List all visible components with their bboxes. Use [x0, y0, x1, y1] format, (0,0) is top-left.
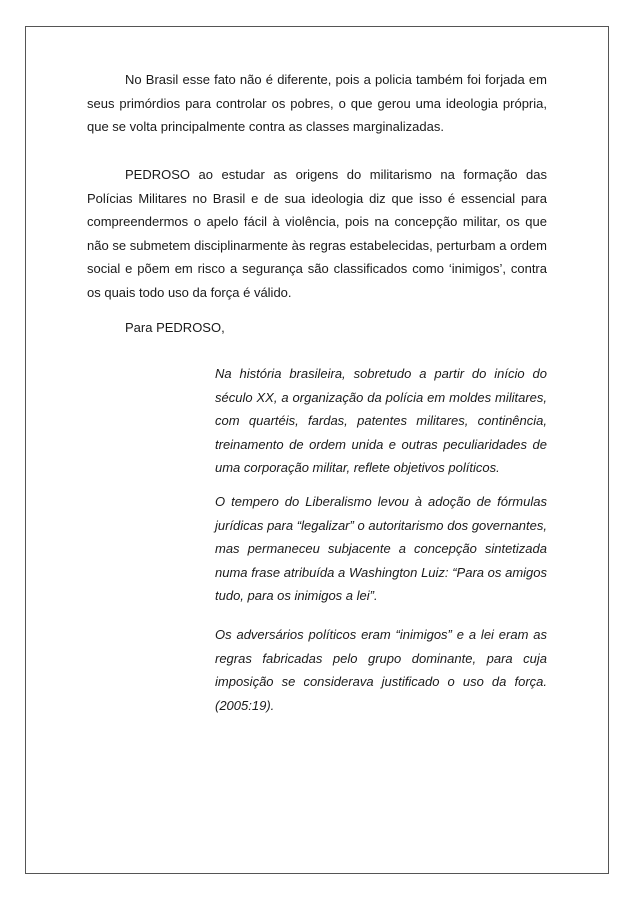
body-paragraph-1: No Brasil esse fato não é diferente, pois a policia também foi forjada em seus primórdios para controlar os pobres, o que gerou uma ideologia própria, que se volta principalmente contra as classes marginalizadas. — [87, 72, 547, 134]
block-quote-paragraph-1: Na história brasileira, sobretudo a partir do início do século XX, a organização da polícia em moldes militares, com quartéis, fardas, patentes militares, continência, treinamento de ordem unida e outras peculiaridades de uma corporação militar, reflete objetivos políticos. — [215, 366, 547, 475]
body-paragraph-3: Para PEDROSO, — [125, 320, 225, 335]
block-quote-paragraph-2: O tempero do Liberalismo levou à adoção de fórmulas jurídicas para “legalizar” o autoritarismo dos governantes, mas permaneceu subjacente a concepção sintetizada numa frase atribuída a Washington Luiz: “Para os amigos tudo, para os inimigos a lei”. — [215, 494, 547, 603]
body-paragraph-2: PEDROSO ao estudar as origens do militarismo na formação das Polícias Militares no Brasil e de sua ideologia diz que isso é essencial para compreendermos o apelo fácil à violência, pois na concepção militar, os que não se submetem disciplinarmente às regras estabelecidas, perturbam a ordem social e põem em risco a segurança são classificados como ‘inimigos’, contra os quais todo uso da força é válido. — [87, 167, 547, 300]
block-quote-paragraph-3: Os adversários políticos eram “inimigos” e a lei eram as regras fabricadas pelo grupo dominante, para cuja imposição se considerava justificado o uso da força. (2005:19). — [215, 627, 547, 713]
